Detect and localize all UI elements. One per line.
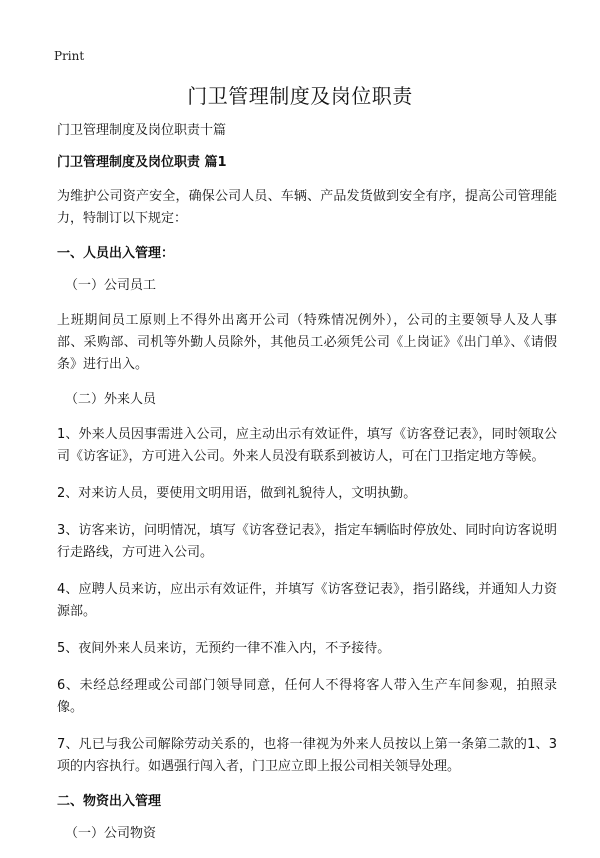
visitor-rule-item: 1、外来人员因事需进入公司，应主动出示有效证件，填写《访客登记表》，同时领取公司《访客证》，方可进入公司。外来人员没有联系到被访人，可在门卫指定地方等候。 (57, 427, 557, 464)
visitor-rule-item: 3、访客来访，问明情况，填写《访客登记表》，指定车辆临时停放处、同时向访客说明行走路线，方可进入公司。 (57, 523, 557, 560)
visitor-rule-item: 4、应聘人员来访，应出示有效证件，并填写《访客登记表》，指引路线，并通知人力资源部。 (57, 582, 557, 619)
section-heading-personnel: 一、人员出入管理： (57, 246, 175, 261)
visitor-rule-item: 6、未经总经理或公司部门领导同意，任何人不得将客人带入生产车间参观，拍照录像。 (57, 678, 557, 715)
subsection-heading-visitors: （二）外来人员 (65, 392, 157, 407)
section-heading-materials: 二、物资出入管理 (57, 794, 162, 809)
subsection-heading-employees: （一）公司员工 (65, 278, 157, 293)
document-title: 门卫管理制度及岗位职责 (187, 84, 413, 108)
visitor-rule-item: 7、凡已与我公司解除劳动关系的，也将一律视为外来人员按以上第一条第二款的1、3项的内容执行。如遇强行闯入者，门卫应立即上报公司相关领导处理。 (57, 737, 557, 774)
print-link[interactable]: Print (54, 49, 85, 63)
document-body (57, 122, 557, 858)
article-heading: 门卫管理制度及岗位职责 篇1 (57, 155, 227, 170)
document-subtitle: 门卫管理制度及岗位职责十篇 (57, 123, 227, 138)
subsection-heading-company-materials: （一）公司物资 (65, 826, 157, 841)
employees-paragraph: 上班期间员工原则上不得外出离开公司（特殊情况例外），公司的主要领导人及人事部、采购部、司机等外勤人员除外，其他员工必须凭公司《上岗证》《出门单》、《请假条》进行出入。 (57, 313, 557, 372)
visitor-rule-item: 5、夜间外来人员来访，无预约一律不准入内，不予接待。 (57, 641, 391, 656)
intro-paragraph: 为维护公司资产安全，确保公司人员、车辆、产品发货做到安全有序，提高公司管理能力，特制订以下规定： (57, 189, 557, 226)
visitor-rule-item: 2、对来访人员，要使用文明用语，做到礼貌待人，文明执勤。 (57, 486, 417, 501)
